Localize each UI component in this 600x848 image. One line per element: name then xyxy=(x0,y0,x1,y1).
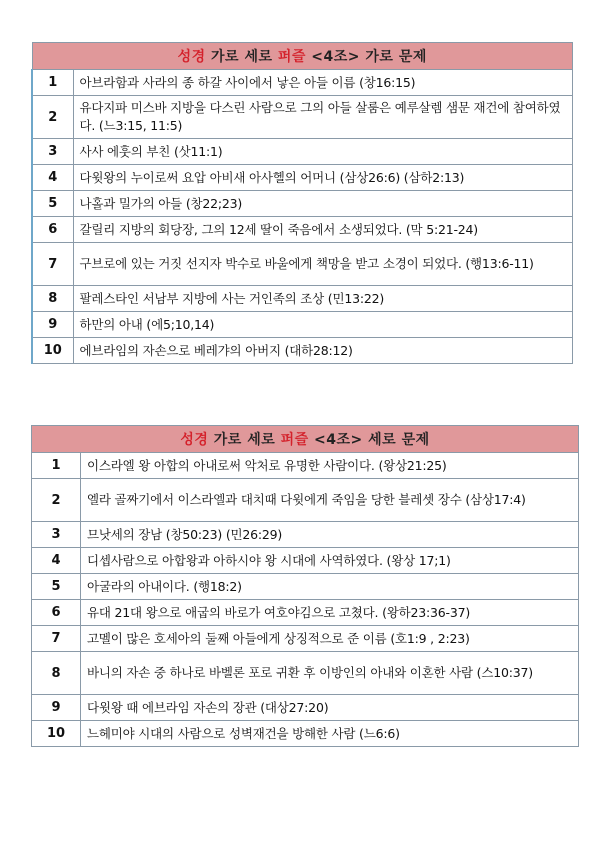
table-row xyxy=(32,522,579,548)
question-number: 8 xyxy=(32,652,81,695)
title-highlight-bible: 성경 xyxy=(177,49,206,65)
question-number: 9 xyxy=(32,312,73,338)
question-number: 3 xyxy=(32,522,81,548)
table-row xyxy=(32,453,579,479)
title-highlight-puzzle: 퍼즐 xyxy=(277,49,306,65)
question-text: 유대 21대 왕으로 애굽의 바로가 여호야김으로 고쳤다. (왕하23:36-37) xyxy=(81,600,579,626)
table-row xyxy=(32,338,573,364)
question-number: 4 xyxy=(32,548,81,574)
question-number: 3 xyxy=(32,139,73,165)
question-number: 10 xyxy=(32,338,73,364)
question-number: 9 xyxy=(32,695,81,721)
title-text: 가로 세로 xyxy=(205,49,278,65)
down-questions-table xyxy=(31,425,579,747)
question-number: 7 xyxy=(32,243,73,286)
question-number: 2 xyxy=(32,479,81,522)
table-row xyxy=(32,548,579,574)
question-text: 다윗왕 때 에브라임 자손의 장관 (대상27:20) xyxy=(81,695,579,721)
table-row xyxy=(32,652,579,695)
question-text: 바니의 자손 중 하나로 바벨론 포로 귀환 후 이방인의 아내와 이혼한 사람 (스10:37) xyxy=(81,652,579,695)
title-highlight-bible: 성경 xyxy=(180,432,209,448)
title-highlight-puzzle: 퍼즐 xyxy=(280,432,309,448)
table-row xyxy=(32,312,573,338)
question-text: 팔레스타인 서남부 지방에 사는 거인족의 조상 (민13:22) xyxy=(73,286,573,312)
table-row xyxy=(32,626,579,652)
question-text: 디셉사람으로 아합왕과 아하시야 왕 시대에 사역하였다. (왕상 17;1) xyxy=(81,548,579,574)
table-row xyxy=(32,96,573,139)
question-text: 아브라함과 사라의 종 하갈 사이에서 낳은 아들 이름 (창16:15) xyxy=(73,70,573,96)
question-text: 아굴라의 아내이다. (행18:2) xyxy=(81,574,579,600)
table-title-row xyxy=(32,426,579,453)
title-suffix: <4조> 세로 문제 xyxy=(308,432,430,448)
question-text: 에브라임의 자손으로 베레갸의 아버지 (대하28:12) xyxy=(73,338,573,364)
title-suffix: <4조> 가로 문제 xyxy=(305,49,427,65)
question-text: 구브로에 있는 거짓 선지자 박수로 바울에게 책망을 받고 소경이 되었다. (행13:6-11) xyxy=(73,243,573,286)
question-text: 나홀과 밀가의 아들 (창22;23) xyxy=(73,191,573,217)
question-number: 1 xyxy=(32,453,81,479)
table-row xyxy=(32,721,579,747)
question-number: 6 xyxy=(32,600,81,626)
table-row xyxy=(32,574,579,600)
question-number: 2 xyxy=(32,96,73,139)
table-row xyxy=(32,217,573,243)
question-number: 6 xyxy=(32,217,73,243)
table-title xyxy=(32,426,579,453)
table-title xyxy=(32,43,573,70)
table-row xyxy=(32,139,573,165)
table-row xyxy=(32,243,573,286)
question-text: 느헤미야 시대의 사람으로 성벽재건을 방해한 사람 (느6:6) xyxy=(81,721,579,747)
question-text: 엘라 골짜기에서 이스라엘과 대치때 다윗에게 죽임을 당한 블레셋 장수 (삼상17:4) xyxy=(81,479,579,522)
table-row xyxy=(32,479,579,522)
table-row xyxy=(32,70,573,96)
question-text: 유다지파 미스바 지방을 다스린 사람으로 그의 아들 살룸은 예루살렘 샘문 재건에 참여하였다. (느3:15, 11:5) xyxy=(73,96,573,139)
question-text: 므낫세의 장남 (창50:23) (민26:29) xyxy=(81,522,579,548)
table-row xyxy=(32,191,573,217)
table-title-row xyxy=(32,43,573,70)
question-text: 고멜이 많은 호세아의 둘째 아들에게 상징적으로 준 이름 (호1:9 , 2:23) xyxy=(81,626,579,652)
question-number: 8 xyxy=(32,286,73,312)
question-number: 4 xyxy=(32,165,73,191)
question-text: 하만의 아내 (에5;10,14) xyxy=(73,312,573,338)
table-row xyxy=(32,600,579,626)
question-number: 7 xyxy=(32,626,81,652)
table-row xyxy=(32,695,579,721)
question-number: 5 xyxy=(32,574,81,600)
question-text: 다윗왕의 누이로써 요압 아비새 아사헬의 어머니 (삼상26:6) (삼하2:13) xyxy=(73,165,573,191)
question-text: 이스라엘 왕 아합의 아내로써 악처로 유명한 사람이다. (왕상21:25) xyxy=(81,453,579,479)
question-number: 10 xyxy=(32,721,81,747)
table-row xyxy=(32,165,573,191)
title-text: 가로 세로 xyxy=(208,432,281,448)
across-questions-table xyxy=(31,42,573,364)
question-number: 1 xyxy=(32,70,73,96)
question-text: 갈릴리 지방의 회당장, 그의 12세 딸이 죽음에서 소생되었다. (막 5:21-24) xyxy=(73,217,573,243)
question-number: 5 xyxy=(32,191,73,217)
question-text: 사사 에훗의 부친 (삿11:1) xyxy=(73,139,573,165)
table-row xyxy=(32,286,573,312)
